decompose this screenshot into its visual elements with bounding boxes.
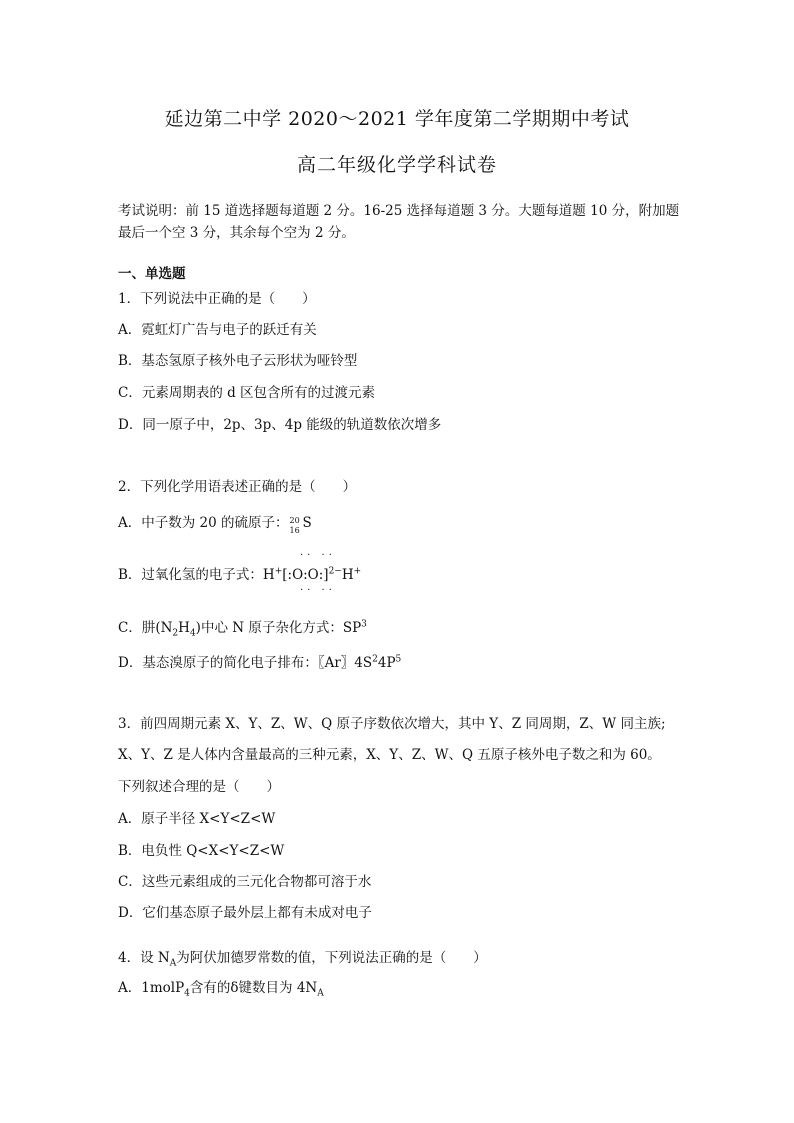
formula-h: H <box>178 620 190 636</box>
lone-pair-dots-bottom: ·· ·· <box>300 585 336 596</box>
question-1-option-b: B．基态氢原子核外电子云形状为哑铃型 <box>118 353 358 369</box>
exam-title: 延边第二中学 2020～2021 学年度第二学期期中考试 <box>164 108 630 130</box>
question-2-option-b <box>118 567 361 583</box>
question-3-option-c: C．这些元素组成的三元化合物都可溶于水 <box>118 874 372 890</box>
charge-2minus: 2− <box>328 566 342 577</box>
element-symbol: S <box>302 515 312 531</box>
question-4-option-a <box>118 980 324 999</box>
superscript-5: 5 <box>395 654 402 665</box>
orbital-4p: 4P <box>377 655 396 671</box>
nuclide-notation <box>289 515 303 535</box>
option-c-text: C．肼( <box>118 620 161 636</box>
formula-h-right: H <box>341 567 354 583</box>
subscript-a: A <box>317 988 324 999</box>
subscript-4: 4 <box>184 988 190 999</box>
instructions-line-1: 考试说明：前 15 道选择题每道题 2 分。16-25 选择每道题 3 分。大题每道题 10 分，附加题 <box>118 203 680 219</box>
subscript-2: 2 <box>172 628 179 639</box>
section-heading: 一、单选题 <box>118 266 186 282</box>
question-3-line-1: 3．前四周期元素 X、Y、Z、W、Q 原子序数依次增大，其中 Y、Z 同周期，Z、W 同主族; <box>118 716 666 732</box>
exam-subtitle: 高二年级化学学科试卷 <box>296 154 497 176</box>
question-2-option-a <box>118 515 312 535</box>
superscript-3: 3 <box>361 619 367 630</box>
option-d-text: D．基态溴原子的简化电子排布：〖Ar〗4S <box>118 655 373 671</box>
question-2-option-d <box>118 655 401 671</box>
question-3-line-2: X、Y、Z 是人体内含量最高的三种元素，X、Y、Z、W、Q 五原子核外电子数之和为 60。 <box>118 747 661 763</box>
superscript-2: 2 <box>372 654 378 665</box>
option-a-prefix: A．1molP <box>118 980 185 996</box>
question-2-stem: 2．下列化学用语表述正确的是（ ） <box>118 479 357 495</box>
question-1-stem: 1．下列说法中正确的是（ ） <box>118 291 316 307</box>
subscript-4: 4 <box>189 628 196 639</box>
subscript-a: A <box>169 958 177 969</box>
formula-h-left: H <box>262 567 275 583</box>
option-a-mid: 含有的δ键数目为 4N <box>189 980 318 996</box>
formula-peroxide: [:O:O:] <box>282 567 329 583</box>
stem-rest: 为阿伏加德罗常数的值，下列说法正确的是（ ） <box>176 950 487 966</box>
question-1-option-c: C．元素周期表的 d 区包含所有的过渡元素 <box>118 385 376 401</box>
charge-plus-left: + <box>274 566 283 577</box>
question-1-option-a: A．霓虹灯广告与电子的跃迁有关 <box>118 322 317 338</box>
question-3-option-a: A．原子半径 X<Y<Z<W <box>118 811 276 827</box>
atomic-number: 16 <box>289 525 300 535</box>
lone-pair-dots-top: ·· ·· <box>300 550 336 561</box>
question-1-option-d: D．同一原子中，2p、3p、4p 能级的轨道数依次增多 <box>118 417 442 433</box>
charge-plus-right: + <box>353 566 362 577</box>
question-3-option-d: D．它们基态原子最外层上都有未成对电子 <box>118 905 372 921</box>
instructions-line-2: 最后一个空 3 分，其余每个空为 2 分。 <box>118 225 355 241</box>
formula-n: N <box>160 620 173 636</box>
question-3-line-3: 下列叙述合理的是（ ） <box>118 779 280 795</box>
option-a-text: A．中子数为 20 的硫原子： <box>118 515 289 531</box>
question-2-option-c <box>118 619 367 639</box>
stem-prefix: 4．设 N <box>118 950 170 966</box>
question-4-stem <box>118 950 487 969</box>
mass-number: 20 <box>289 515 300 525</box>
option-c-rest: )中心 N 原子杂化方式：SP <box>195 620 362 636</box>
question-3-option-b: B．电负性 Q<X<Y<Z<W <box>118 843 285 859</box>
option-b-text: B．过氧化氢的电子式： <box>118 567 263 583</box>
